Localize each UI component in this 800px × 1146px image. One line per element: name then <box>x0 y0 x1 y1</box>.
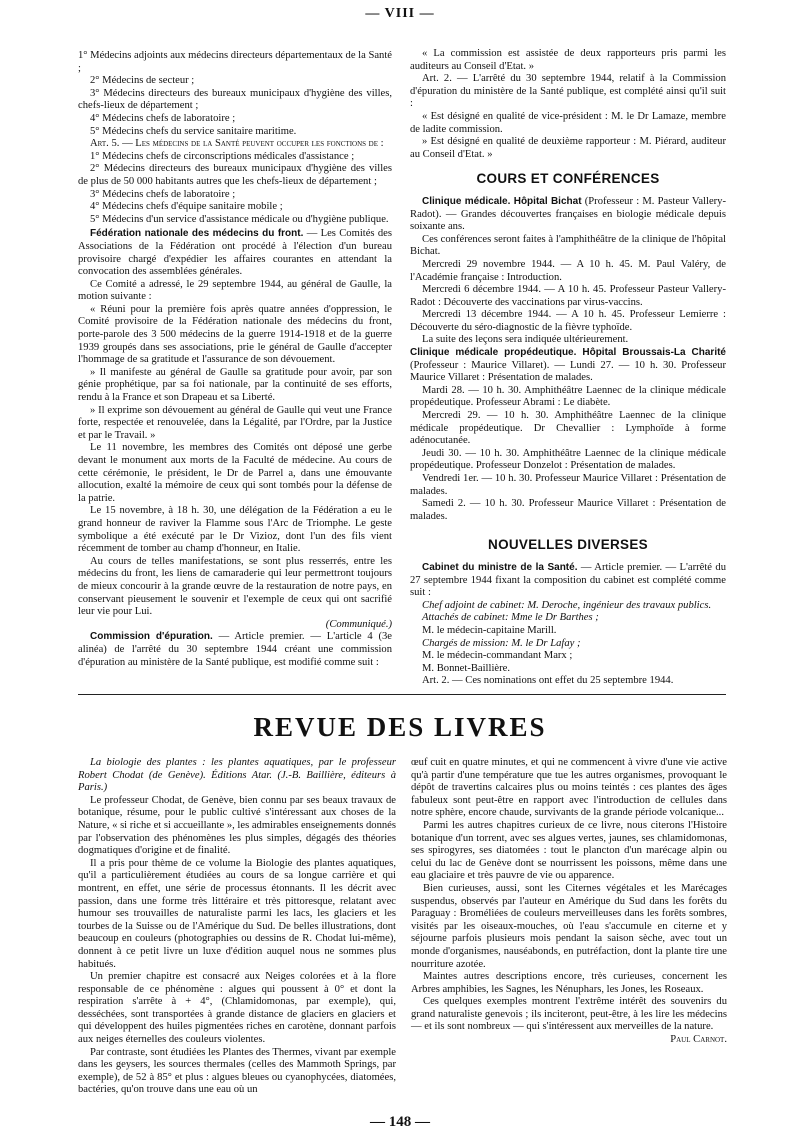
review-paragraph: Un premier chapitre est consacré aux Neiges colorées et à la flore responsable de ce phénomène : algues qui poussent à 0° et dont la respiration s'arrête à + 4°, (Chlamidomonas, par exemple), qui, desséchées, sont transportées à grande distance de glaciers en glaciers et qui développent des huiles pigmentées riches en carotène, donnant parfois aux neiges éternelles des couleurs violentes. <box>78 971 396 1046</box>
review-paragraph: Il a pris pour thème de ce volume la Biologie des plantes aquatiques, qu'il a particulièrement étudiées au cours de sa longue carrière et qui montrent, en effet, une série de processus étonnants. Il les décrit avec passion, dans une forme très littéraire et très pittoresque, relatant avec humour ses trouvailles de naturaliste parmi les lacs, les glaciers et les tourbes de la Suisse ou de l'Amérique du Sud. De belles illustrations, dont beaucoup en couleurs (photographies ou dessins de R. Chodat lui-même), donnent à ce petit livre un luxe d'édition auquel nous ne sommes plus habitués. <box>78 857 396 970</box>
page-header-marker: — VIII — <box>365 6 435 21</box>
review-paragraph: œuf cuit en quatre minutes, et qui ne commencent à vivre d'une vie active qu'à partir d'une température que tue les autres organismes, provoquant le dépôt de travertins calcaires plus ou moins teintés : ces plantes des âges fabuleux sont peut-être en rapport avec l'introduction de cellules dans notre sphère, encore chaude, survivants de la grande période volcanique... <box>411 757 727 819</box>
communique-note: (Communiqué.) <box>325 618 392 630</box>
cabinet-label: Cabinet du ministre de la Santé. <box>422 561 578 573</box>
commission-label: Commission d'épuration. <box>90 631 213 643</box>
commission-paragraph <box>78 631 392 669</box>
review-paragraph: Par contraste, sont étudiées les Plantes des Thermes, vivant par exemple dans les geysers, les sources thermales (celles des Mammoth Springs, par exemple), de 52 à 85° et plus : algues bleues ou cyanophycées, diatomées, bactéries, qu'on trouve dans une eau où un <box>78 1046 396 1096</box>
schedule-item: Mercredi 29. — 10 h. 30. Amphithéâtre Laennec de la clinique médicale propédeutique. Dr Chevallier : Lymphoïde à forme adénocutanée. <box>410 410 726 447</box>
revue-right-column <box>411 757 727 1047</box>
cabinet-item: M. le médecin-commandant Marx ; <box>422 650 573 662</box>
commission-text: — Article premier. — L'article 4 (3e alinéa) de l'arrêté du 30 septembre 1944 créant une commission d'épuration au ministère de la Santé publique, est modifié comme suit : <box>78 631 393 668</box>
broussais-paragraph <box>410 347 726 385</box>
body-paragraph: » Est désigné en qualité de deuxième rapporteur : M. Piérard, auditeur au Conseil d'Etat. » <box>410 136 726 160</box>
bichat-paragraph <box>410 196 726 234</box>
cabinet-item: Chef adjoint de cabinet: M. Deroche, ingénieur des travaux publics. <box>422 599 712 611</box>
body-paragraph: Au cours de telles manifestations, se sont plus resserrés, entre les médecins du front, les liens de camaraderie qui leur permettront toujours de mieux concourir à la grande œuvre de la restauration de notre pays, en conservant pieusement le souvenir et l'exemple de ceux qui ont sacrifié leur vie pour Lui. <box>78 555 392 618</box>
bichat-label: Clinique médicale. Hôpital Bichat <box>422 195 582 207</box>
schedule-item: Jeudi 30. — 10 h. 30. Amphithéâtre Laennec de la clinique médicale propédeutique. Professeur Donzelot : Présentation de malades. <box>410 447 726 472</box>
cabinet-item: M. Bonnet-Baillière. <box>422 662 510 674</box>
list-item: 1° Médecins chefs de circonscriptions médicales d'assistance ; <box>90 150 355 162</box>
schedule-item: Mercredi 29 novembre 1944. — A 10 h. 45. M. Paul Valéry, de l'Académie française : Introduction. <box>410 258 726 283</box>
cabinet-paragraph <box>410 562 726 600</box>
body-paragraph: « La commission est assistée de deux rapporteurs pris parmi les auditeurs au Conseil d'Etat. » <box>410 48 726 72</box>
broussais-label: Clinique médicale propédeutique. Hôpital Broussais-La Charité <box>410 347 726 359</box>
federation-paragraph <box>78 228 392 278</box>
section-heading-cours: COURS ET CONFÉRENCES <box>476 171 660 187</box>
review-paragraph: Maintes autres descriptions encore, très curieuses, concernent les Arbres amphibies, les Sagnes, les Nénuphars, les Jones, les Roseaux. <box>411 971 727 995</box>
list-item: 2° Médecins de secteur ; <box>90 75 195 87</box>
right-column <box>410 48 726 688</box>
cabinet-text: — Article premier. — L'arrêté du 27 septembre 1944 fixant la composition du cabinet est complété comme suit : <box>410 561 727 599</box>
motion-paragraph: » Il manifeste au général de Gaulle sa gratitude pour avoir, par son génie prophétique, par sa foi nationale, par la continuité de ses efforts, rendu à la France et son Drapeau et sa Liberté. <box>78 366 392 404</box>
review-author: Paul Carnot. <box>670 1034 727 1046</box>
body-paragraph: Ces conférences seront faites à l'amphithéâtre de la clinique de l'hôpital Bichat. <box>410 233 726 258</box>
section-heading-nouvelles: NOUVELLES DIVERSES <box>488 537 648 553</box>
list-item: 3° Médecins directeurs des bureaux municipaux d'hygiène des villes, chefs-lieux de département ; <box>78 87 392 112</box>
list-item: 5° Médecins d'un service d'assistance médicale ou d'hygiène publique. <box>90 213 389 225</box>
list-item: 5° Médecins chefs du service sanitaire maritime. <box>90 125 297 137</box>
page-number: — 148 — <box>370 1114 430 1130</box>
list-item: 1° Médecins adjoints aux médecins directeurs départementaux de la Santé ; <box>78 50 392 74</box>
cabinet-item: Attachés de cabinet: Mme le Dr Barthes ; <box>422 612 599 624</box>
motion-paragraph: « Réuni pour la première fois après quatre années d'oppression, le Comité provisoire de la Fédération nationale des médecins du front, porte-parole des 3 500 médecins de la guerre 1914-1918 et de la guerre 1939 groupés dans ses associations, prie le général de Gaulle d'accepter l'hommage de sa gratitude et l'assurance de son dévouement. <box>78 303 392 366</box>
schedule-item: Mercredi 6 décembre 1944. — A 10 h. 45. Professeur Pasteur Vallery-Radot : Découverte des vaccinations par virus-vaccins. <box>410 284 726 308</box>
cabinet-item: Chargés de mission: M. le Dr Lafay ; <box>422 637 581 649</box>
broussais-text: (Professeur : Maurice Villaret). — Lundi 27. — 10 h. 30. Professeur Maurice Villaret : Présentation de malades. <box>410 359 726 384</box>
article-paragraph: Art. 2. — L'arrêté du 30 septembre 1944, relatif à la Commission d'épuration du ministère de la Santé publique, est complété ainsi qu'il suit : <box>410 73 726 110</box>
body-paragraph: « Est désigné en qualité de vice-président : M. le Dr Lamaze, membre de ladite commission. <box>410 110 726 135</box>
federation-label: Fédération nationale des médecins du front. <box>90 228 304 240</box>
left-column <box>78 50 392 669</box>
list-item: 3° Médecins chefs de laboratoire ; <box>90 188 236 200</box>
article-paragraph: Art. 2. — Ces nominations ont effet du 25 septembre 1944. <box>422 675 674 687</box>
schedule-item: Mercredi 13 décembre 1944. — A 10 h. 45. Professeur Lemierre : Découverte du séro-diagnostic de la fièvre typhoïde. <box>410 309 726 333</box>
schedule-item: Vendredi 1er. — 10 h. 30. Professeur Maurice Villaret : Présentation de malades. <box>410 473 726 497</box>
review-paragraph: Le professeur Chodat, de Genève, bien connu par ses beaux travaux de botanique, résume, pour le public cultivé s'intéressant aux choses de la Nature, « si riche et si accueillante », les admirables enseignements donnés par l'observation des phénomènes les plus simples, dégagés des théories dogmatiques d'origine et de finalité. <box>78 794 396 857</box>
body-paragraph: La suite des leçons sera indiquée ultérieurement. <box>422 334 629 346</box>
cabinet-item: M. le médecin-capitaine Marill. <box>422 624 557 636</box>
review-paragraph: Parmi les autres chapitres curieux de ce livre, nous citerons l'Histoire botanique d'un torrent, avec ses algues vertes, jaunes, ses chlamidomonas, ses spirogyres, ses diatomées : tout le plancton d'un marécage alpin ou celui du lac de Genève dont se nourrissent les poissons, même dans une eau glaciaire et très pauvre de vie ou apparence. <box>411 819 727 882</box>
bichat-text: (Professeur : M. Pasteur Vallery-Radot). — Grandes découvertes françaises en biologie médicale depuis soixante ans. <box>410 195 726 233</box>
list-item: 2° Médecins directeurs des bureaux municipaux d'hygiène des villes de plus de 50 000 habitants autres que les chefs-lieux de département ; <box>78 163 392 187</box>
review-paragraph: Bien curieuses, aussi, sont les Citernes végétales et les Marécages suspendus, observés par l'auteur en Amérique du Sud dans les forêts du Paraguay : Broméliées de couleurs merveilleuses dans les forêts sombres, visités par les oiseaux-mouches, où l'eau s'accumule en citerne et y séjourne parfois plusieurs mois pendant la saison sèche, avec tout un monde d'organismes, nauséabonds, en putréfaction, dont la plante tire une nourriture azotée. <box>411 882 727 970</box>
schedule-item: Mardi 28. — 10 h. 30. Amphithéâtre Laennec de la clinique médicale propédeutique. Professeur Abrami : Le diabète. <box>410 384 726 409</box>
section-divider <box>78 694 726 695</box>
motion-paragraph: » Il exprime son dévouement au général de Gaulle qui veut une France forte, respectée et renouvelée, dans la Légalité, par l'Ordre, par la Justice et par le Travail. » <box>78 404 392 441</box>
revue-title: REVUE DES LIVRES <box>253 712 547 742</box>
book-citation: La biologie des plantes : les plantes aquatiques, par le professeur Robert Chodat (de Genève). Éditions Atar. (J.-B. Baillière, éditeurs à Paris.) <box>78 757 396 794</box>
list-item: 4° Médecins chefs d'équipe sanitaire mobile ; <box>90 201 283 213</box>
article-paragraph: Art. 5. — Les médecins de la Santé peuvent occuper les fonctions de : <box>90 138 384 150</box>
body-paragraph: Le 15 novembre, à 18 h. 30, une délégation de la Fédération a eu le grand honneur de raviver la Flamme sous l'Arc de Triomphe. Le geste symbolique a été exécuté par le Dr Vizioz, dont l'un des fils vient récemment de tomber au champ d'honneur, en Italie. <box>78 505 392 555</box>
list-item: 4° Médecins chefs de laboratoire ; <box>90 112 236 124</box>
body-paragraph: Le 11 novembre, les membres des Comités ont déposé une gerbe devant le monument aux morts de la Faculté de médecine. Au cours de cette cérémonie, le président, le Dr de Parrel a, dans une émouvante allocution, exalté la mémoire de ceux qui sont tombés pour la défense de la patrie. <box>78 442 392 504</box>
federation-text: — Les Comités des Associations de la Fédération ont procédé à l'élection d'un bureau provisoire chargé d'expédier les affaires courantes en attendant la convocation des assemblées générales. <box>78 228 392 278</box>
review-paragraph: Ces quelques exemples montrent l'extrême intérêt des souvenirs du grand naturaliste genevois ; ils inciteront, peut-être, à les lire les médecins — et ils sont nombreux — qui s'intéressent aux merveilles de la nature. <box>411 996 727 1033</box>
schedule-item: Samedi 2. — 10 h. 30. Professeur Maurice Villaret : Présentation de malades. <box>410 498 726 522</box>
body-paragraph: Ce Comité a adressé, le 29 septembre 1944, au général de Gaulle, la motion suivante : <box>78 278 392 303</box>
revue-left-column <box>78 757 396 1097</box>
